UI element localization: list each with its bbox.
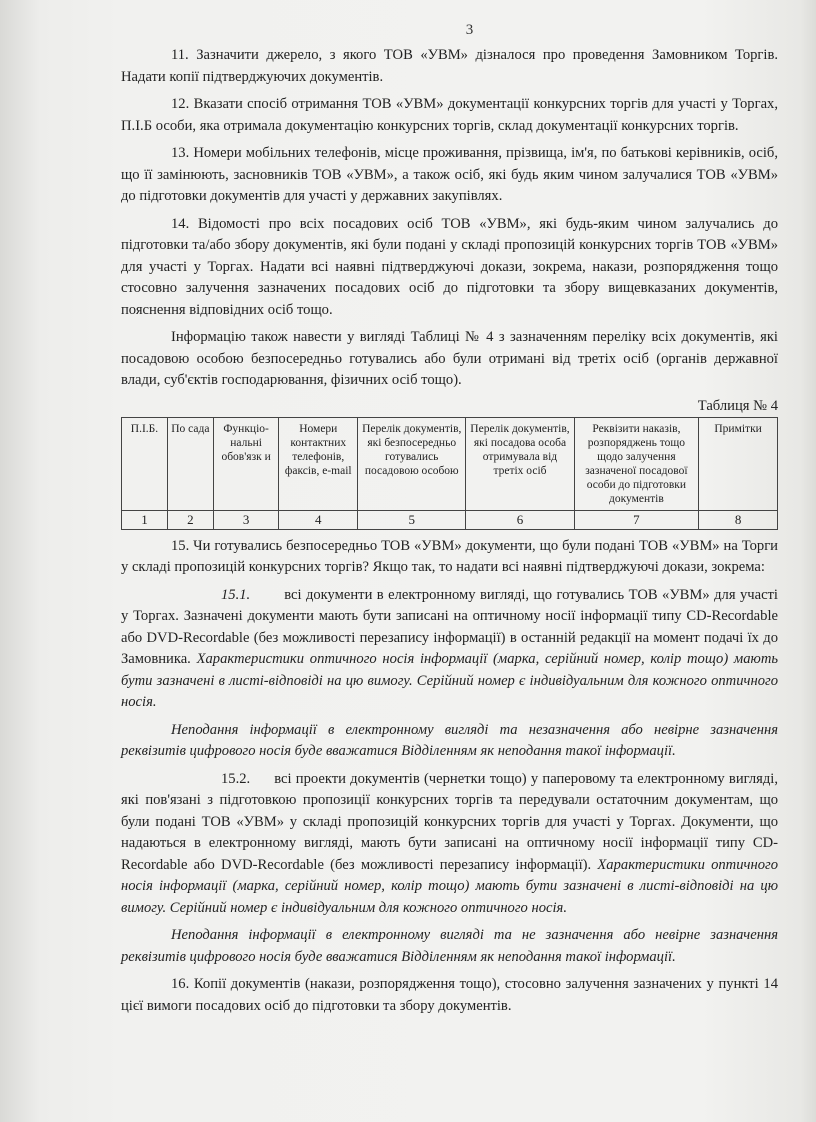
warning-2: Неподання інформації в електронному вигляді та не зазначення або невірне зазначення реквізитів цифрового носія буде вважатися Відділенням як неподання такої інформації. xyxy=(121,927,778,965)
paragraph-15-1 xyxy=(121,585,778,714)
table-number-cell: 4 xyxy=(279,510,358,529)
paragraph-15-1-text: всі документи в електронному вигляді, що готувались ТОВ «УВМ» для участі у Торгах. Зазначені документи мають бути записані на оптичному носії інформації типу CD-Recordable або DVD-Recordable (без можливості перезапису інформації) в останній редакції на момент подачі їх до Замовника. xyxy=(121,586,778,667)
paragraph-13: 13. Номери мобільних телефонів, місце проживання, прізвища, ім'я, по батькові керівників, осіб, що її замінюють, засновників ТОВ «УВМ», а також осіб, які будь яким чином залучалися ТОВ «УВМ» до підготовки документів для участі у державних закупівлях. xyxy=(121,145,778,204)
paragraph-11: 11. Зазначити джерело, з якого ТОВ «УВМ» дізналося про проведення Замовником Торгів. Надати копії підтверджуючих документів. xyxy=(121,47,778,85)
table-header-cell: Перелік документів, які безпосередньо готувались посадовою особою xyxy=(358,417,466,510)
table-header-cell: Перелік документів, які посадова особа отримувала від третіх осіб xyxy=(466,417,574,510)
paragraph-14: 14. Відомості про всіх посадових осіб ТОВ «УВМ», які будь-яким чином залучались до підготовки та/або збору документів, які були подані у складі пропозицій конкурсних торгів ТОВ «УВМ» для участі у Торгах. Надати всі наявні підтверджуючі докази, зокрема, накази, розпорядження тощо стосовно залучення зазначених посадових осіб до підготовки та збору вищевказаних документів, пояснення відповідних осіб тощо. xyxy=(121,215,778,318)
paragraph-15-2 xyxy=(121,769,778,920)
table-number-cell: 7 xyxy=(574,510,699,529)
table-header-cell: Примітки xyxy=(699,417,778,510)
table-number-cell: 3 xyxy=(213,510,279,529)
paragraph-15-1-italic: Характеристики оптичного носія інформації (марка, серійний номер, колір тощо) мають бути зазначені в листі-відповіді на цю вимогу. Серійний номер є індивідуальним для кожного оптичного носія. xyxy=(121,651,779,710)
table-header-cell: Реквізити наказів, розпоряджень тощо щодо залучення зазначеної посадової особи до підготовки документів xyxy=(574,417,699,510)
table-header-row xyxy=(122,417,778,510)
table-header-cell: Номери контактних телефонів, факсів, e-mail xyxy=(279,417,358,510)
table-header-cell: По сада xyxy=(167,417,213,510)
paragraph-15-2-label: 15.2. xyxy=(221,770,251,787)
paragraph-15-2-italic: Характеристики оптичного носія інформації (марка, серійний номер, колір тощо) мають бути зазначені в листі-відповіді на цю вимогу. Серійний номер є індивідуальним для кожного оптичного носія. xyxy=(121,856,778,916)
paragraph-15-2-text: всі проекти документів (чернетки тощо) у паперовому та електронному вигляді, які пов'язані з підготовкою пропозиції конкурсних торгів та передували остаточним документам, що були подані ТОВ «УВМ» у складі пропозицій конкурсних торгів для участі у Торгах. Документи, що надаються в електронному вигляді, мають бути записані на оптичному носії інформації типу CD-Recordable або DVD-Recordable (без можливості перезапису інформації). xyxy=(121,770,778,873)
table-number-cell: 2 xyxy=(167,510,213,529)
page-number: 3 xyxy=(465,22,474,38)
warning-1: Неподання інформації в електронному вигляді та незазначення або невірне зазначення реквізитів цифрового носія буде вважатися Відділенням як неподання такої інформації. xyxy=(121,721,778,759)
table-number-row xyxy=(122,510,778,529)
table-number-cell: 5 xyxy=(358,510,466,529)
table-number-cell: 8 xyxy=(699,510,778,529)
paragraph-16: 16. Копії документів (накази, розпорядження тощо), стосовно залучення зазначених у пункті 14 цієї вимоги посадових осіб до підготовки та збору документів. xyxy=(121,976,778,1014)
paragraph-15-1-label: 15.1. xyxy=(221,586,251,603)
table-header-cell: П.І.Б. xyxy=(122,417,168,510)
table-header-cell: Функціо-нальні обов'язк и xyxy=(213,417,279,510)
table-caption: Таблиця № 4 xyxy=(697,397,778,414)
table-4 xyxy=(121,417,778,530)
table-number-cell: 6 xyxy=(466,510,574,529)
paragraph-15: 15. Чи готувались безпосередньо ТОВ «УВМ» документи, що були подані ТОВ «УВМ» на Торги у складі пропозицій конкурсних торгів? Якщо так, то надати всі наявні підтверджуючі докази, зокрема: xyxy=(121,537,778,575)
paragraph-info-table: Інформацію також навести у вигляді Таблиці № 4 з зазначенням переліку всіх документів, які посадовою особою безпосередньо готувались або були отримані від третіх осіб (органів державної влади, суб'єктів господарювання, фізичних осіб тощо). xyxy=(121,329,778,388)
table-number-cell: 1 xyxy=(122,510,168,529)
paragraph-12: 12. Вказати спосіб отримання ТОВ «УВМ» документації конкурсних торгів для участі у Торгах, П.І.Б особи, яка отримала документацію конкурсних торгів, склад документації конкурсних торгів. xyxy=(121,96,778,134)
